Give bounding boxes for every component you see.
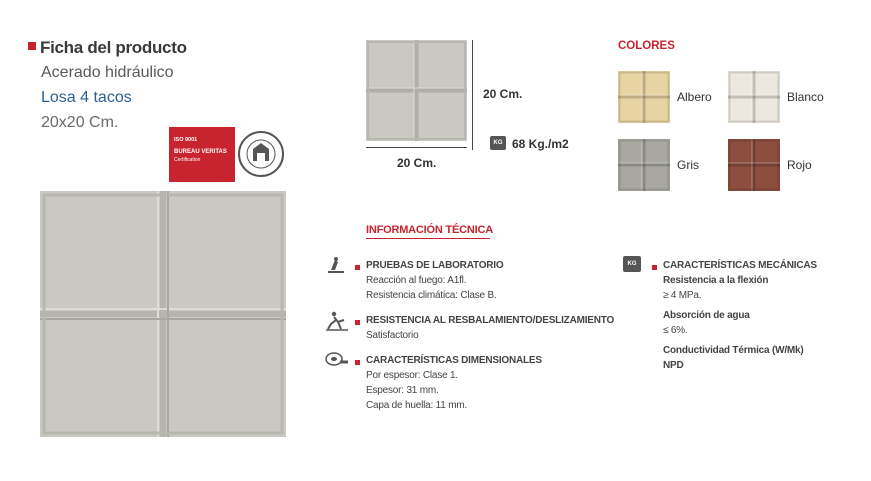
swatch-gris — [618, 139, 670, 191]
slip-line-1: Satisfactorio — [366, 330, 419, 341]
mechanical-heading: CARACTERÍSTICAS MECÁNICAS — [663, 260, 817, 271]
swatch-label-albero: Albero — [677, 90, 712, 104]
lab-heading: PRUEBAS DE LABORATORIO — [366, 260, 504, 271]
cert-name: BUREAU VERITAS — [174, 149, 227, 155]
product-name: Losa 4 tacos — [41, 89, 132, 106]
tile-small-image — [366, 40, 467, 141]
product-size: 20x20 Cm. — [41, 114, 119, 131]
slip-heading: RESISTENCIA AL RESBALAMIENTO/DESLIZAMIENTO — [366, 315, 615, 326]
swatch-rojo — [728, 139, 780, 191]
bureau-veritas-seal-icon — [235, 127, 287, 182]
dimensional-line-3: Capa de huella: 11 mm. — [366, 400, 468, 411]
bullet — [355, 320, 360, 325]
swatch-label-rojo: Rojo — [787, 158, 812, 172]
weight-value: 68 Kg./m2 — [512, 137, 569, 151]
tile-large-image — [40, 191, 286, 437]
bullet — [652, 265, 657, 270]
width-dimension: 20 Cm. — [397, 156, 437, 170]
flexion-label: Resistencia a la flexión — [663, 275, 769, 286]
lab-line-1: Reacción al fuego: A1fl. — [366, 275, 467, 286]
weight-icon: KG — [490, 136, 506, 150]
page-title: Ficha del producto — [40, 38, 187, 57]
conductivity-value: NPD — [663, 360, 684, 371]
dimensional-line-2: Espesor: 31 mm. — [366, 385, 439, 396]
bureau-veritas-badge — [169, 127, 287, 182]
slip-icon — [325, 311, 349, 331]
dimensional-line-1: Por espesor: Clase 1. — [366, 370, 458, 381]
dimensional-heading: CARACTERÍSTICAS DIMENSIONALES — [366, 355, 542, 366]
bullet — [355, 360, 360, 365]
tape-measure-icon — [325, 351, 349, 367]
width-dimension-line — [366, 147, 467, 148]
weight-kg-icon: KG — [623, 256, 641, 272]
swatch-label-gris: Gris — [677, 158, 699, 172]
tech-info-title: INFORMACIÓN TÉCNICA — [366, 224, 493, 236]
lab-line-2: Resistencia climática: Clase B. — [366, 290, 497, 301]
swatch-label-blanco: Blanco — [787, 90, 824, 104]
bullet — [355, 265, 360, 270]
title-bullet — [28, 42, 36, 50]
swatch-blanco — [728, 71, 780, 123]
cert-iso: ISO 9001 — [174, 137, 198, 143]
product-category: Acerado hidráulico — [41, 64, 174, 81]
tech-info-underline — [366, 238, 490, 239]
conductivity-label: Conductividad Térmica (W/Mk) — [663, 345, 804, 356]
flexion-value: ≥ 4 MPa. — [663, 290, 702, 301]
lab-test-icon — [325, 256, 347, 274]
colors-title: COLORES — [618, 40, 675, 52]
height-dimension: 20 Cm. — [483, 87, 523, 101]
height-dimension-line — [472, 40, 473, 150]
swatch-albero — [618, 71, 670, 123]
absorption-label: Absorción de agua — [663, 310, 750, 321]
absorption-value: ≤ 6%. — [663, 325, 688, 336]
cert-label: Certification — [174, 157, 201, 163]
